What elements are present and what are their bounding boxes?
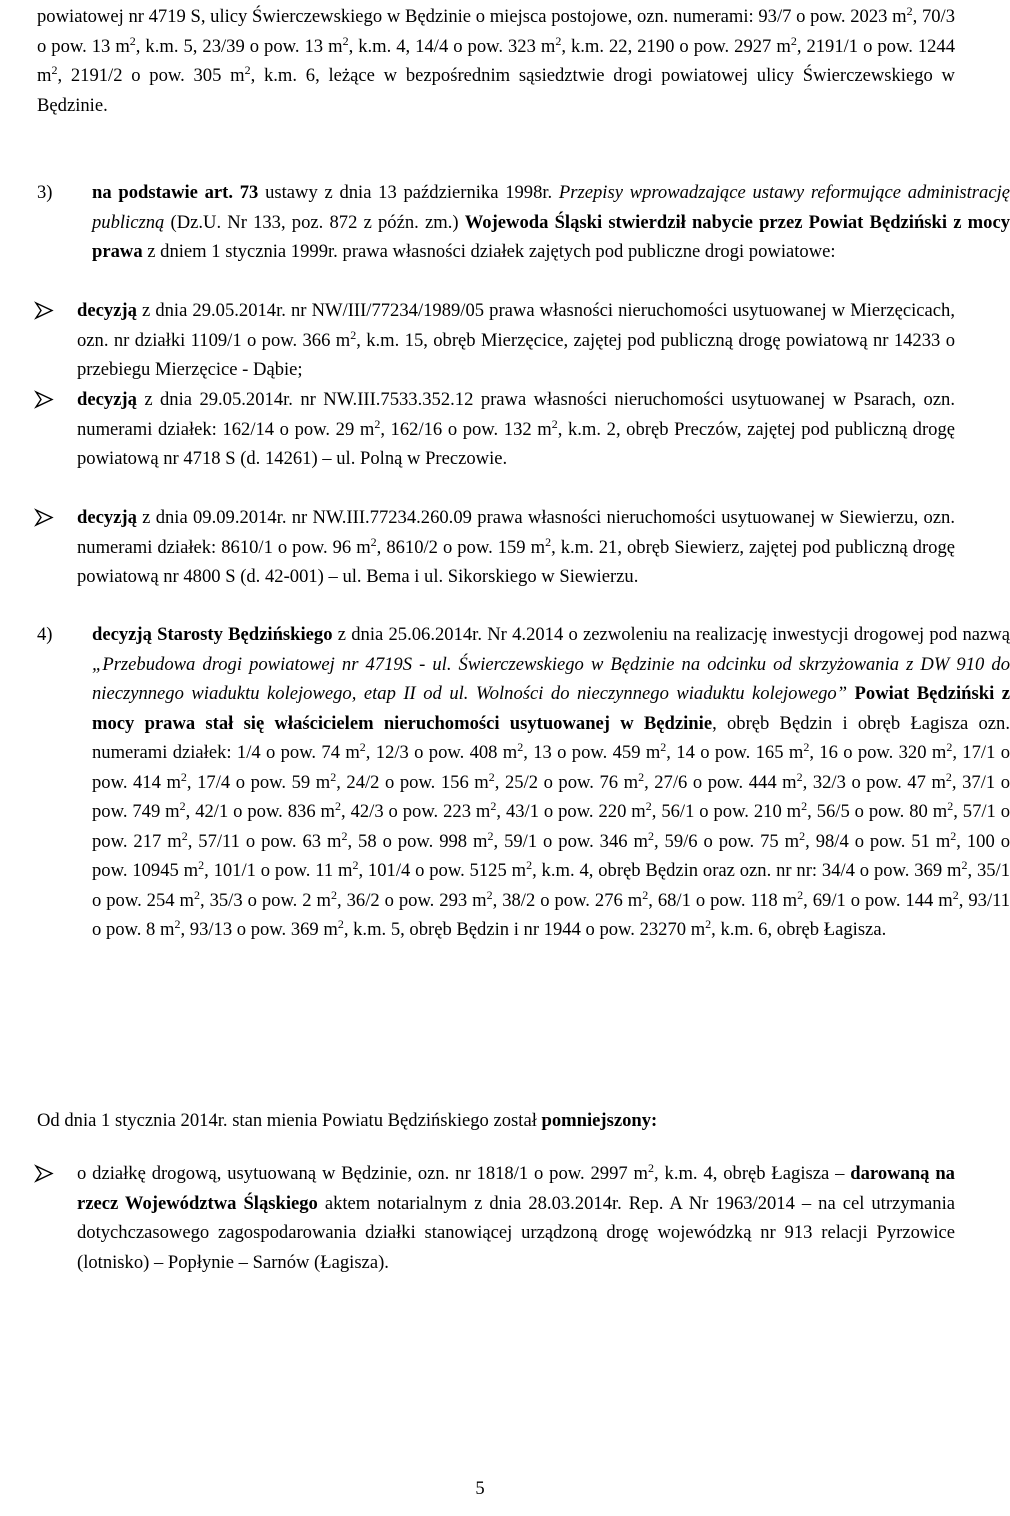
p4-bold-a: decyzją Starosty Będzińskiego — [92, 624, 333, 645]
bullet-1-bold: decyzją — [77, 300, 137, 321]
paragraph-since — [37, 1106, 955, 1136]
p3-text-b: (Dz.U. Nr 133, poz. 872 z późn. zm.) — [164, 211, 465, 233]
p4-bold-b: Powiat Będziński z mocy prawa stał się właścicielem nieruchomości usytuowanej w Będzinie — [92, 683, 1010, 734]
p3-bold-b: Wojewoda Śląski stwierdził nabycie przez Powiat Będziński z mocy prawa — [92, 211, 1010, 262]
since-text: Od dnia 1 stycznia 2014r. stan mienia Powiatu Będzińskiego został — [37, 1110, 542, 1131]
p3-text-c: z dniem 1 stycznia 1999r. prawa własności działek zajętych pod publiczne drogi powiatowe: — [142, 241, 836, 262]
paragraph-top: powiatowej nr 4719 S, ulicy Świerczewskiego w Będzinie o miejsca postojowe, ozn. numerami: 93/7 o pow. 2023 $m^2$, 70/3 o pow. 13 $m^2$, k.m. 5, 23/39 o pow. 13 $m^2$, k.m. 4, 14/4 o pow. 323 $m^2$, k.m. 22, 2190 o pow. 2927 $m^2$, 2191/1 o pow. 1244 $m^2$, 2191/2 o pow. 305 $m^2$, k.m. 6, leżące w bezpośrednim sąsiedztwie drogi powiatowej ulicy Świerczewskiego w Będzinie. — [37, 4, 956, 116]
bullet-1 — [37, 296, 955, 385]
bullet-2-bold: decyzją — [77, 389, 137, 410]
page-number: 5 — [475, 1478, 485, 1499]
arrow-bullet-icon — [35, 509, 53, 526]
p3-text-a: ustawy z dnia 13 października 1998r. — [258, 182, 559, 203]
arrow-bullet-icon — [35, 1165, 53, 1182]
paragraph-4-number: 4) — [37, 624, 53, 645]
paragraph-3-number: 3) — [37, 182, 53, 203]
paragraph-4 — [37, 620, 1010, 945]
bullet-last-text-b: aktem notarialnym z dnia 28.03.2014r. Rep. A Nr 1963/2014 – na cel utrzymania dotychczasowego zagospodarowania działki stanowiącej urządzoną drogę wojewódzką nr 913 relacji Pyrzowice (lotnisko) – Popłynie – Sarnów (Łagisza). — [77, 1192, 955, 1273]
bullet-3-bold: decyzją — [77, 507, 137, 528]
bullet-last-bold: darowaną na rzecz Województwa Śląskiego — [77, 1163, 955, 1214]
p3-bold-a: na podstawie art. 73 — [92, 182, 259, 203]
p4-italic: „Przebudowa drogi powiatowej nr 4719S - ul. Świerczewskiego w Będzinie na odcinku od skrzyżowania z DW 910 do nieczynnego wiaduktu kolejowego, etap II od ul. Wolności do nieczynnego wiaduktu kolejowego” — [92, 653, 1010, 704]
bullet-2-text: z dnia 29.05.2014r. nr NW.III.7533.352.12 prawa własności nieruchomości usytuowanej w Psarach, ozn. numerami działek: 162/14 o pow. 29 $m^2$, 162/16 o pow. 132 $m^2$, k.m. 2, obręb Preczów, zajętej pod publiczną drogę powiatową nr 4718 S (d. 14261) – ul. Polną w Preczowie. — [77, 389, 955, 469]
paragraph-3 — [37, 178, 1010, 267]
bullet-last-text-a: o działkę drogową, usytuowaną w Będzinie, ozn. nr 1818/1 o pow. 2997 $m^2$, k.m. 4, obręb Łagisza – — [77, 1161, 851, 1184]
bullet-3 — [37, 503, 955, 592]
bullet-3-text: z dnia 09.09.2014r. nr NW.III.77234.260.09 prawa własności nieruchomości usytuowanej w Siewierzu, ozn. numerami działek: 8610/1 o pow. 96 $m^2$, 8610/2 o pow. 159 $m^2$, k.m. 21, obręb Siewierz, zajętej pod publiczną drogę powiatową nr 4800 S (d. 42-001) – ul. Bema i ul. Sikorskiego w Siewierzu. — [77, 507, 956, 587]
p4-text-a: z dnia 25.06.2014r. Nr 4.2014 o zezwoleniu na realizację inwestycji drogowej pod nazwą — [332, 624, 1010, 645]
bullet-last — [37, 1159, 955, 1277]
bullet-1-text: z dnia 29.05.2014r. nr NW/III/77234/1989/05 prawa własności nieruchomości usytuowanej w Mierzęcicach, ozn. nr działki 1109/1 o pow. 366 $m^2$, k.m. 15, obręb Mierzęcice, zajętej pod publiczną drogę powiatową nr 14233 o przebiegu Mierzęcice - Dąbie; — [77, 300, 955, 380]
since-bold: pomniejszony: — [541, 1110, 658, 1131]
arrow-bullet-icon — [35, 302, 53, 319]
p3-italic: Przepisy wprowadzające ustawy reformujące administrację publiczną — [92, 182, 1010, 233]
bullet-2 — [37, 385, 955, 474]
p4-text-b: , obręb Będzin i obręb Łagisza ozn. numerami działek: 1/4 o pow. 74 $m^2$, 12/3 o pow. 408 $m^2$, 13 o pow. 459 $m^2$, 14 o pow. 165 $m^2$, 16 o pow. 320 $m^2$, 17/1 o pow. 414 $m^2$, 17/4 o pow. 59 $m^2$, 24/2 o pow. 156 $m^2$, 25/2 o pow. 76 $m^2$, 27/6 o pow. 444 $m^2$, 32/3 o pow. 47 $m^2$, 37/1 o pow. 749 $m^2$, 42/1 o pow. 836 $m^2$, 42/3 o pow. 223 $m^2$, 43/1 o pow. 220 $m^2$, 56/1 o pow. 210 $m^2$, 56/5 o pow. 80 $m^2$, 57/1 o pow. 217 $m^2$, 57/11 o pow. 63 $m^2$, 58 o pow. 998 $m^2$, 59/1 o pow. 346 $m^2$, 59/6 o pow. 75 $m^2$, 98/4 o pow. 51 $m^2$, 100 o pow. 10945 $m^2$, 101/1 o pow. 11 $m^2$, 101/4 o pow. 5125 $m^2$, k.m. 4, obręb Będzin oraz ozn. nr nr: 34/4 o pow. 369 $m^2$, 35/1 o pow. 254 $m^2$, 35/3 o pow. 2 $m^2$, 36/2 o pow. 293 $m^2$, 38/2 o pow. 276 $m^2$, 68/1 o pow. 118 $m^2$, 69/1 o pow. 144 $m^2$, 93/11 o pow. 8 $m^2$, 93/13 o pow. 369 $m^2$, k.m. 5, obręb Będzin i nr 1944 o pow. 23270 $m^2$, k.m. 6, obręb Łagisza. — [92, 712, 1010, 940]
arrow-bullet-icon — [35, 391, 53, 408]
